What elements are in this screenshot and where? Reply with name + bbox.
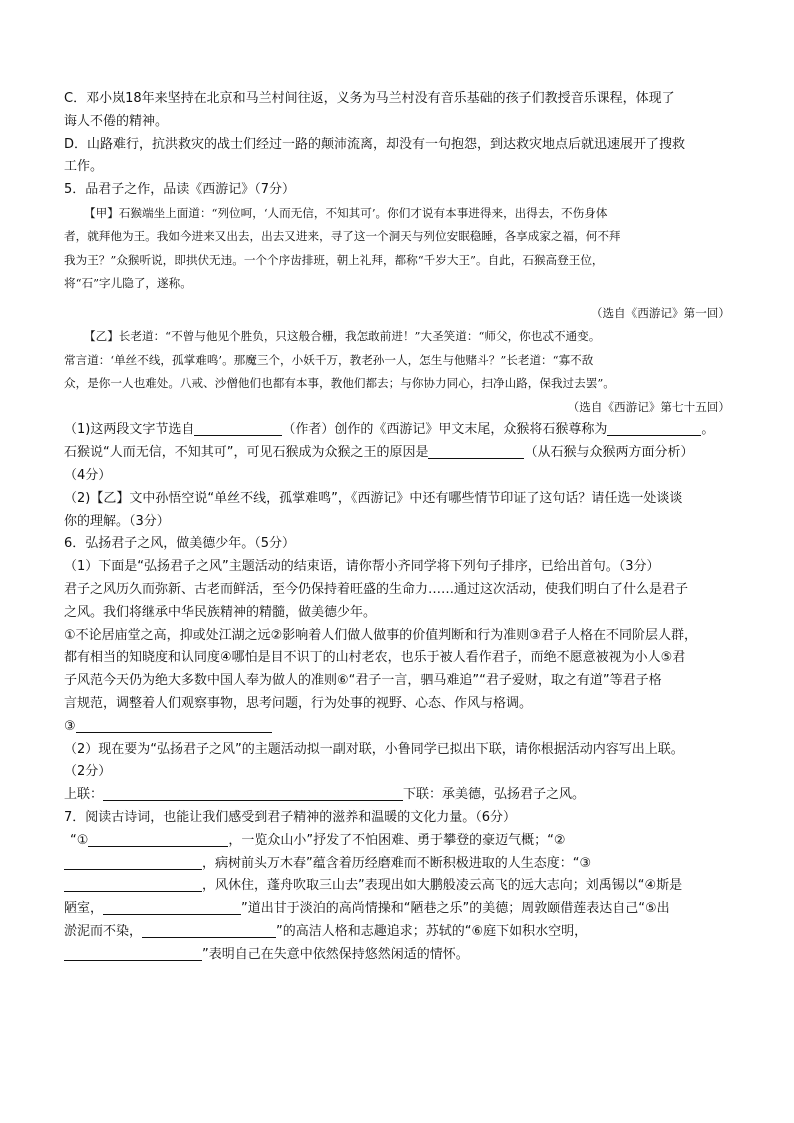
q6-couplet: [64, 784, 744, 807]
q6-part2-line2: （2分）: [64, 764, 112, 780]
q6-order-answer: [64, 716, 744, 739]
passage-jia-line2: 者，就拜他为王。我如今进来又出去，出去又进来，寻了这一个洞天与列位安眠稳睡，各享成家之福，何不拜: [64, 229, 621, 244]
passage-yi-line2: 常言道：‘单丝不线，孤掌难鸣’。那魔三个，小妖千万，教老孙一人，怎生与他赌斗？”长老道：“寡不敌: [64, 352, 594, 367]
q6-part1-line2: 君子之风历久而弥新、古老而鲜活，至今仍保持着旺盛的生命力……通过这次活动，使我们明白了什么是君子: [64, 582, 689, 598]
order-answer-prefix: ③: [64, 718, 76, 734]
exam-page: [64, 88, 744, 967]
upper-couplet-label: 上联：: [64, 787, 104, 803]
q4-option-c-line2: 诲人不倦的精神。: [64, 113, 169, 129]
poem-blank-2[interactable]: [64, 855, 202, 870]
poem-blank-6[interactable]: [64, 946, 202, 961]
q7-line1: [64, 830, 744, 853]
order-answer-blank[interactable]: [76, 718, 272, 733]
q5-part2-line1: （2)【乙】文中孙悟空说“单丝不线，孤掌难鸣”，《西游记》中还有哪些情节印证了这句话？请任选一处谈谈: [64, 490, 683, 506]
q6-sentence-options-line1: ①不论居庙堂之高，抑或处江湖之远②影响着人们做人做事的价值判断和行为准则③君子人格在不同阶层人群，: [64, 627, 697, 643]
q7-text-5a: 淤泥而不染，: [64, 924, 143, 940]
q7-text-1b: ，一览众山小”抒发了不怕困难、勇于攀登的豪迈气概；“②: [228, 832, 566, 848]
q6-part1-line3: 之风。我们将继承中华民族精神的精髓，做美德少年。: [64, 604, 377, 620]
q7-text-6b: ”表明自己在失意中依然保持悠然闲适的情怀。: [202, 946, 469, 962]
lower-couplet-text: 下联：承美德，弘扬君子之风。: [403, 787, 586, 803]
q5-part1-line1: [64, 419, 744, 442]
upper-couplet-blank[interactable]: [103, 786, 403, 801]
q5-part1-text-d: 石猴说“人而无信，不知其可”，可见石猴成为众猴之王的原因是: [64, 445, 429, 461]
passage-yi-source: （选自《西游记》第七十五回）: [567, 399, 730, 414]
q7-line4: [64, 898, 744, 921]
passage-jia-line4: 将“石”字儿隐了，遂称。: [64, 276, 192, 291]
passage-yi-line1: 【乙】长老道：“不曾与他见个胜负，只这般合栅，我怎敢前进！”大圣笑道：“师父，你也忒不通变。: [84, 329, 601, 344]
q7-text-4a: 陋室，: [64, 901, 104, 917]
q5-part1-text-e: （从石猴与众猴两方面分析）: [524, 445, 694, 461]
q4-option-d-line1: D．山路难行，抗洪救灾的战士们经过一路的颠沛流离，却没有一句抱怨，到达救灾地点后就迅速展开了搜救: [64, 136, 686, 152]
poem-blank-5[interactable]: [142, 923, 276, 938]
poem-blank-4[interactable]: [103, 900, 241, 915]
q5-part1-points: （4分）: [64, 468, 112, 484]
q7-heading: 7．阅读古诗词，也能让我们感受到君子精神的滋养和温暖的文化力量。（6分）: [64, 810, 517, 826]
passage-yi-line3: 众，是你一人也难处。八戒、沙僧他们也都有本事，教他们都去；与你协力同心，扫净山路，保我过去罢”。: [64, 376, 615, 391]
q7-line6: [64, 944, 744, 967]
poem-blank-3[interactable]: [64, 877, 202, 892]
q7-line2: [64, 853, 744, 876]
poem-blank-1[interactable]: [88, 832, 228, 847]
author-answer-blank[interactable]: [194, 421, 282, 436]
q7-line3: [64, 875, 744, 898]
q4-option-d-line2: 工作。: [64, 159, 104, 175]
q6-sentence-options-line3: 子风范今天仍为绝大多数中国人奉为做人的准则⑥“君子一言，驷马难追”“君子爱财，取之有道”等君子格: [64, 673, 662, 689]
passage-jia-line3: 我为王？”众猴听说，即拱伏无违。一个个序齿排班，朝上礼拜，都称“千岁大王”。自此，石猴高登王位，: [64, 252, 604, 267]
q7-text-5b: ”的高洁人格和志趣追求；苏轼的“⑥庭下如积水空明，: [276, 924, 588, 940]
q6-part2-line1: （2）现在要为“弘扬君子之风”的主题活动拟一副对联，小鲁同学已拟出下联，请你根据活动内容写出上联。: [64, 741, 684, 757]
q6-part1-line1: （1）下面是“弘扬君子之风”主题活动的结束语，请你帮小齐同学将下列句子排序，已给出首句。（3分）: [64, 559, 660, 575]
title-answer-blank[interactable]: [607, 421, 701, 436]
q6-sentence-options-line4: 言规范，调整着人们观察事物，思考问题，行为处事的视野、心态、作风与格调。: [64, 696, 533, 712]
passage-jia-source: （选自《西游记》第一回）: [590, 305, 730, 320]
q5-part1-text-b: （作者）创作的《西游记》甲文末尾，众猴将石猴尊称为: [282, 422, 608, 438]
q7-text-1a: “①: [70, 832, 89, 848]
q5-part1-line2: [64, 442, 744, 465]
q6-sentence-options-line2: 都有相当的知晓度和认同度④哪怕是目不识丁的山村老农，也乐于被人看作君子，而绝不愿意被视为小人⑤君: [64, 650, 686, 666]
q5-part2-line2: 你的理解。（3分）: [64, 513, 170, 529]
q7-text-2a: ，病树前头万木春”蕴含着历经磨难而不断积极进取的人生态度：“③: [202, 855, 592, 871]
passage-jia-line1: 【甲】石猴端坐上面道：“列位呵，‘人而无信，不知其可’。你们才说有本事进得来，出得去，不伤身体: [84, 205, 608, 220]
q7-line5: [64, 921, 744, 944]
q6-heading: 6．弘扬君子之风，做美德少年。（5分）: [64, 536, 296, 552]
q7-text-4b: ”道出甘于淡泊的高尚情操和“陋巷之乐”的美德；周敦颐借莲表达自己“⑤出: [241, 901, 670, 917]
q5-part1-text-a: （1)这两段文字节选自: [64, 422, 195, 438]
q5-heading: 5．品君子之作，品读《西游记》（7分）: [64, 182, 296, 198]
reason-answer-blank[interactable]: [428, 444, 524, 459]
q4-option-c-line1: C．邓小岚18年来坚持在北京和马兰村间往返，义务为马兰村没有音乐基础的孩子们教授音乐课程，体现了: [64, 91, 675, 106]
q7-text-3a: ，风休住，蓬舟吹取三山去”表现出如大鹏般凌云高飞的远大志向；刘禹锡以“④斯是: [202, 878, 683, 894]
q5-part1-text-c: 。: [701, 422, 715, 438]
